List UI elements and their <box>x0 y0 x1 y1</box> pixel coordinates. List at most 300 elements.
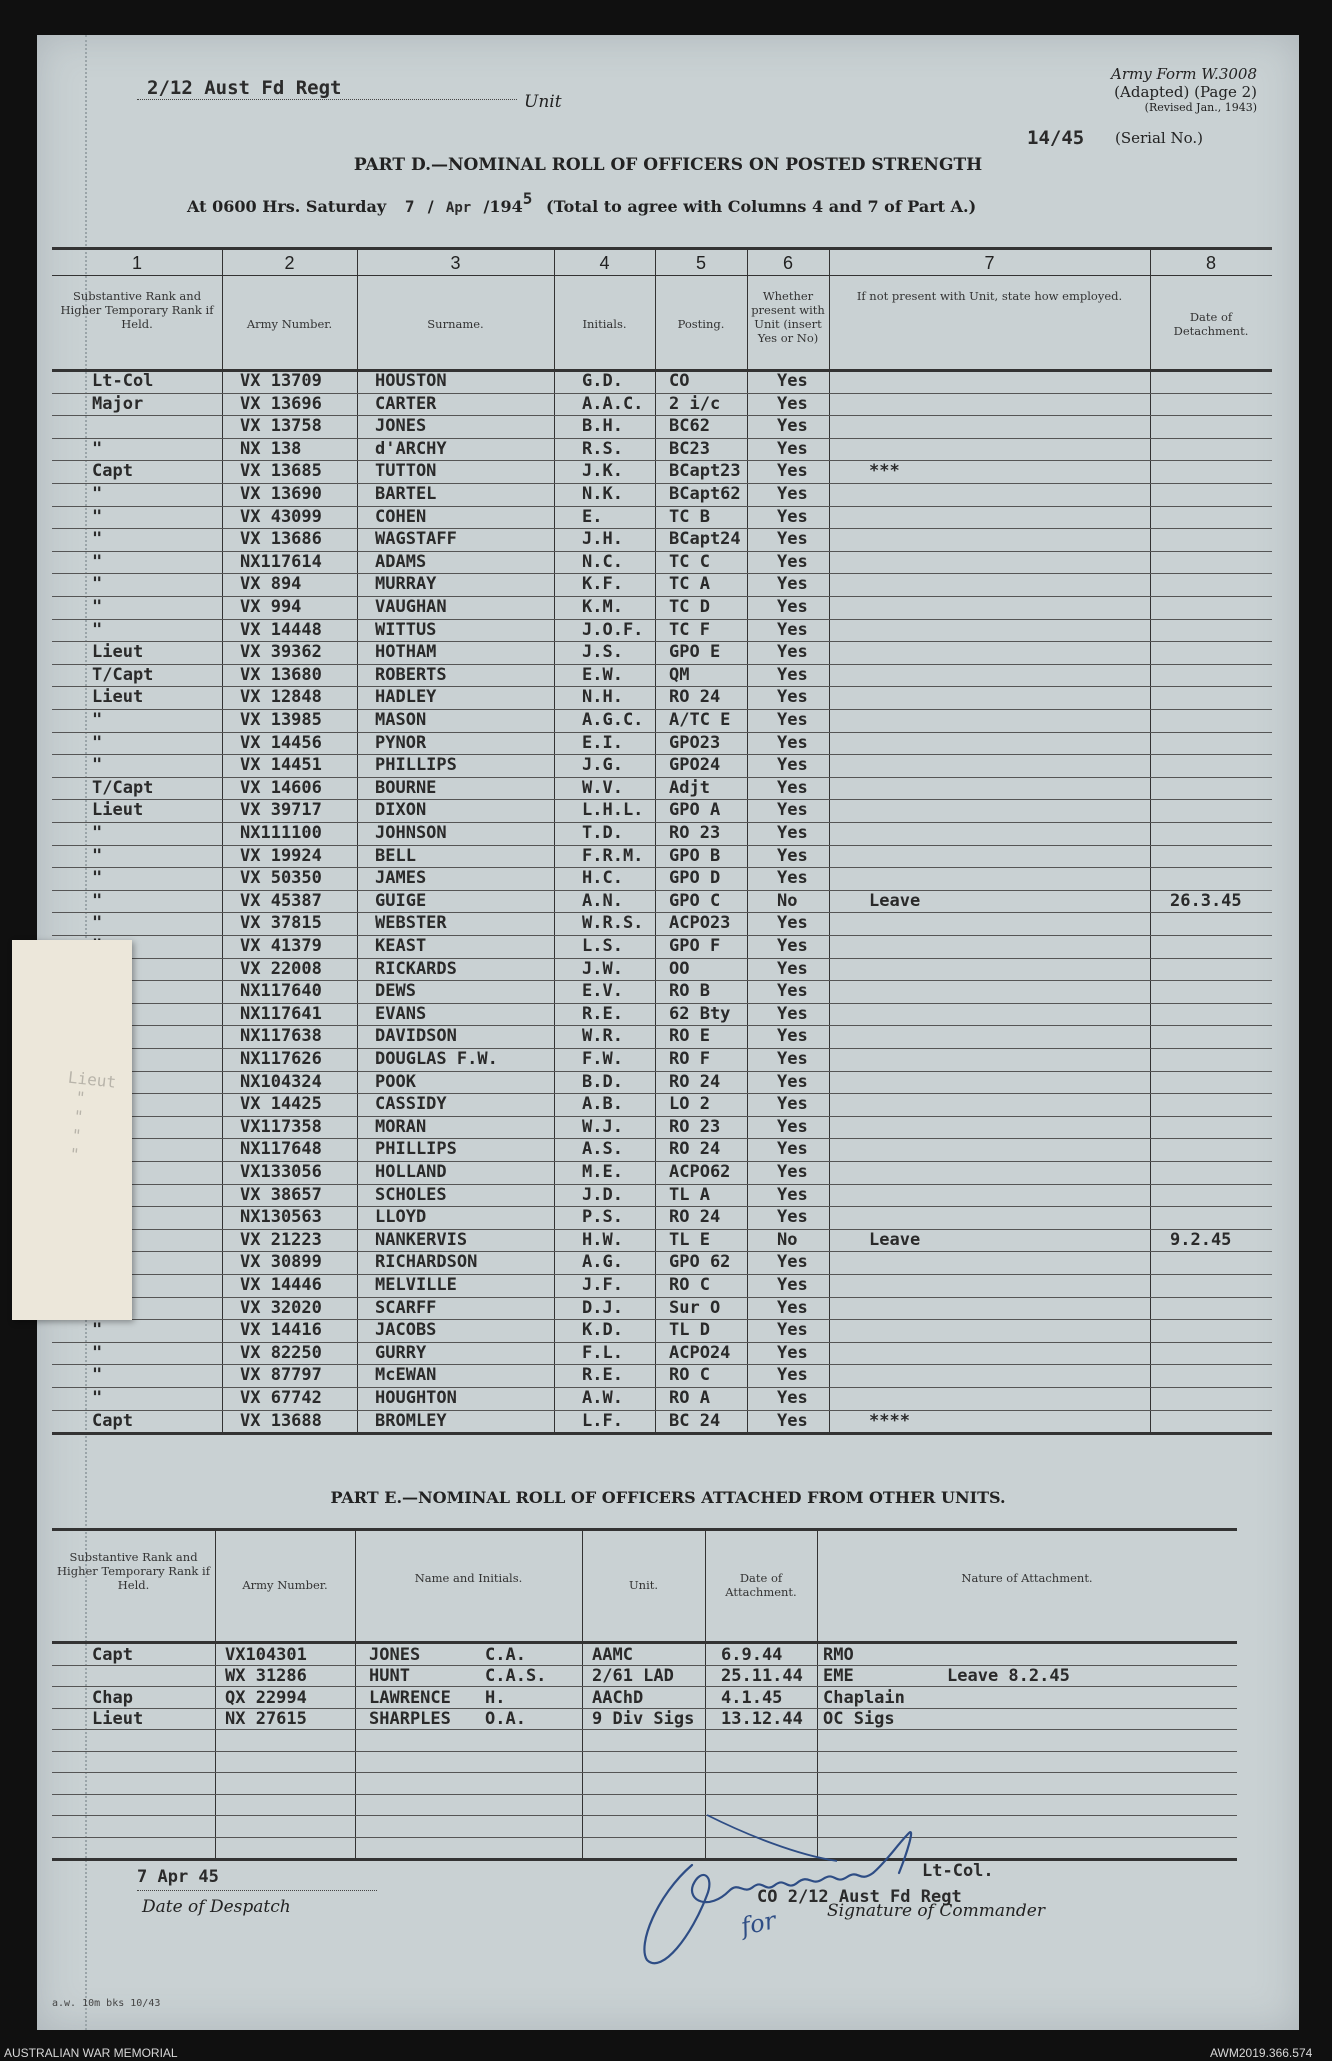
surname-cell: KEAST <box>375 936 427 956</box>
e-date-cell: 6.9.44 <box>721 1645 783 1665</box>
army-number-cell: VX 82250 <box>240 1343 322 1363</box>
posting-cell: TL A <box>669 1185 710 1205</box>
e-army-number-cell: WX 31286 <box>225 1666 307 1686</box>
row-rule <box>52 460 1272 461</box>
present-cell: Yes <box>777 823 808 843</box>
surname-cell: CARTER <box>375 394 437 414</box>
signature-for: for <box>738 1906 779 1941</box>
present-cell: Yes <box>777 371 808 391</box>
present-cell: Yes <box>777 687 808 707</box>
posting-cell: CO <box>669 371 690 391</box>
army-number-cell: NX130563 <box>240 1207 322 1227</box>
year-suffix: 5 <box>522 189 533 208</box>
rank-cell: " <box>92 891 103 911</box>
army-number-cell: VX 21223 <box>240 1230 322 1250</box>
attached-paper-slip <box>12 940 132 1320</box>
initials-cell: A.A.C. <box>582 394 644 414</box>
rank-cell: " <box>92 1343 103 1363</box>
posting-cell: BCapt24 <box>669 529 741 549</box>
surname-cell: DAVIDSON <box>375 1026 457 1046</box>
header-detachment: Date of Detachment. <box>1173 310 1249 338</box>
rank-cell: T/Capt <box>92 665 154 685</box>
e-header-date: Date of Attachment. <box>725 1570 797 1599</box>
part-d-column-rule <box>554 247 555 1432</box>
rank-cell: Major <box>92 394 144 414</box>
initials-cell: H.W. <box>582 1230 623 1250</box>
initials-cell: A.S. <box>582 1139 623 1159</box>
army-number-cell: VX 13690 <box>240 484 322 504</box>
present-cell: No <box>777 1230 798 1250</box>
surname-cell: POOK <box>375 1072 416 1092</box>
row-rule <box>52 980 1272 981</box>
initials-cell: F.W. <box>582 1049 623 1069</box>
part-d-bottom-rule <box>52 1432 1272 1435</box>
rank-cell: " <box>92 597 103 617</box>
part-e-header-rule <box>52 1641 1237 1644</box>
initials-cell: J.O.F. <box>582 620 644 640</box>
rank-cell: " <box>92 1365 103 1385</box>
part-e-title: PART E.—NOMINAL ROLL OF OFFICERS ATTACHED FROM OTHER UNITS. <box>330 1488 1006 1507</box>
row-rule <box>52 415 1272 416</box>
initials-cell: N.H. <box>582 687 623 707</box>
initials-cell: D.J. <box>582 1298 623 1318</box>
initials-cell: A.B. <box>582 1094 623 1114</box>
header-present: Whether present with Unit (insert Yes or No) <box>751 289 825 345</box>
employed-cell: *** <box>869 461 900 481</box>
posting-cell: RO C <box>669 1365 710 1385</box>
present-cell: No <box>777 891 798 911</box>
row-rule <box>52 777 1272 778</box>
row-rule <box>52 709 1272 710</box>
rank-cell: " <box>92 1388 103 1408</box>
present-cell: Yes <box>777 665 808 685</box>
posting-cell: GPO C <box>669 891 721 911</box>
posting-cell: RO F <box>669 1049 710 1069</box>
row-rule <box>52 1342 1272 1343</box>
present-cell: Yes <box>777 1072 808 1092</box>
e-name-cell: JONES <box>369 1645 421 1665</box>
posting-cell: ACPO23 <box>669 913 731 933</box>
row-rule <box>52 1093 1272 1094</box>
surname-cell: BOURNE <box>375 778 437 798</box>
part-d-column-rule <box>655 247 656 1432</box>
army-number-cell: VX 37815 <box>240 913 322 933</box>
posting-cell: RO C <box>669 1275 710 1295</box>
present-cell: Yes <box>777 846 808 866</box>
e-header-nature: Nature of Attachment. <box>961 1570 1093 1585</box>
posting-cell: GPO B <box>669 846 721 866</box>
header-army_number: Army Number. <box>246 317 333 331</box>
surname-cell: HOUSTON <box>375 371 447 391</box>
army-number-cell: VX 13696 <box>240 394 322 414</box>
army-number-cell: VX 41379 <box>240 936 322 956</box>
surname-cell: GUIGE <box>375 891 427 911</box>
handwritten-signature <box>597 1775 977 1975</box>
row-rule <box>52 528 1272 529</box>
rank-cell: " <box>92 846 103 866</box>
army-number-cell: VX 13985 <box>240 710 322 730</box>
e-name-cell: HUNT <box>369 1666 410 1686</box>
e-unit-cell: 9 Div Sigs <box>592 1709 695 1729</box>
present-cell: Yes <box>777 394 808 414</box>
initials-cell: K.F. <box>582 574 623 594</box>
posting-cell: RO E <box>669 1026 710 1046</box>
present-cell: Yes <box>777 1343 808 1363</box>
row-rule <box>52 732 1272 733</box>
posting-cell: 62 Bty <box>669 1004 731 1024</box>
row-rule <box>52 845 1272 846</box>
posting-cell: RO 24 <box>669 1072 721 1092</box>
surname-cell: COHEN <box>375 507 427 527</box>
present-cell: Yes <box>777 1298 808 1318</box>
e-nature-cell: RMO <box>823 1645 854 1665</box>
e-rank-cell: Lieut <box>92 1709 144 1729</box>
posting-cell: RO 23 <box>669 823 721 843</box>
initials-cell: E.I. <box>582 733 623 753</box>
present-cell: Yes <box>777 1365 808 1385</box>
at-prefix: At 0600 Hrs. Saturday <box>187 197 387 216</box>
present-cell: Yes <box>777 1275 808 1295</box>
row-rule <box>52 1003 1272 1004</box>
present-cell: Yes <box>777 529 808 549</box>
initials-cell: R.E. <box>582 1004 623 1024</box>
initials-cell: N.C. <box>582 552 623 572</box>
commander-rank: Lt-Col. <box>922 1861 994 1881</box>
e-extra-cell: Leave 8.2.45 <box>947 1666 1070 1686</box>
surname-cell: BARTEL <box>375 484 437 504</box>
rank-cell: " <box>92 574 103 594</box>
initials-cell: W.R. <box>582 1026 623 1046</box>
army-number-cell: VX 894 <box>240 574 302 594</box>
form-sheet <box>37 35 1299 2030</box>
rank-cell: " <box>92 1320 103 1340</box>
part-e-column-rule <box>215 1528 216 1858</box>
part-e-column-rule <box>355 1528 356 1858</box>
column-number: 3 <box>450 253 461 273</box>
header-surname: Surname. <box>427 317 484 331</box>
despatch-value: 7 Apr 45 <box>137 1867 219 1887</box>
surname-cell: PYNOR <box>375 733 427 753</box>
initials-cell: J.S. <box>582 642 623 662</box>
posting-cell: A/TC E <box>669 710 731 730</box>
rank-cell: Lt-Col <box>92 371 154 391</box>
e-initials-cell: C.A.S. <box>485 1666 547 1686</box>
army-number-cell: VX 43099 <box>240 507 322 527</box>
commander-unit: CO 2/12 Aust Fd Regt <box>757 1887 962 1907</box>
part-d-column-rule <box>222 247 223 1432</box>
army-number-cell: NX117641 <box>240 1004 322 1024</box>
initials-cell: W.R.S. <box>582 913 644 933</box>
rank-cell: Lieut <box>92 642 144 662</box>
employed-cell: Leave <box>869 891 921 911</box>
army-number-cell: NX117640 <box>240 981 322 1001</box>
surname-cell: HADLEY <box>375 687 437 707</box>
surname-cell: BROMLEY <box>375 1411 447 1431</box>
surname-cell: TUTTON <box>375 461 437 481</box>
e-initials-cell: C.A. <box>485 1645 526 1665</box>
initials-cell: G.D. <box>582 371 623 391</box>
present-cell: Yes <box>777 778 808 798</box>
row-rule <box>52 1274 1272 1275</box>
rank-cell: " <box>92 552 103 572</box>
row-rule <box>52 935 1272 936</box>
posting-cell: GPO F <box>669 936 721 956</box>
army-number-cell: VX 13685 <box>240 461 322 481</box>
surname-cell: d'ARCHY <box>375 439 447 459</box>
surname-cell: CASSIDY <box>375 1094 447 1114</box>
present-cell: Yes <box>777 1026 808 1046</box>
column-number: 2 <box>284 253 295 273</box>
e-row-rule <box>52 1751 1237 1752</box>
surname-cell: WEBSTER <box>375 913 447 933</box>
part-d-column-rule <box>747 247 748 1432</box>
part-e-top-rule <box>52 1528 1237 1531</box>
slip-bleed-text: Lieut " " " " <box>59 1067 118 1165</box>
army-number-cell: VX 19924 <box>240 846 322 866</box>
commander-label: Signature of Commander <box>827 1901 1045 1921</box>
posting-cell: TC D <box>669 597 710 617</box>
surname-cell: WAGSTAFF <box>375 529 457 549</box>
posting-cell: TC F <box>669 620 710 640</box>
present-cell: Yes <box>777 642 808 662</box>
detachment-date-cell: 9.2.45 <box>1170 1230 1232 1250</box>
army-number-cell: VX 14456 <box>240 733 322 753</box>
row-rule <box>52 664 1272 665</box>
unit-underline <box>137 99 517 100</box>
present-cell: Yes <box>777 800 808 820</box>
present-cell: Yes <box>777 1162 808 1182</box>
part-d-column-rule <box>1150 247 1151 1432</box>
present-cell: Yes <box>777 868 808 888</box>
initials-cell: J.H. <box>582 529 623 549</box>
row-rule <box>52 506 1272 507</box>
e-unit-cell: AAMC <box>592 1645 633 1665</box>
posting-cell: BC62 <box>669 416 710 436</box>
rank-cell: " <box>92 913 103 933</box>
surname-cell: RICKARDS <box>375 959 457 979</box>
present-cell: Yes <box>777 1094 808 1114</box>
posting-cell: Adjt <box>669 778 710 798</box>
e-header-rank: Substantive Rank and Higher Temporary Rank if Held. <box>57 1549 210 1592</box>
row-rule <box>52 754 1272 755</box>
archive-id: AWM2019.366.574 <box>1210 2046 1313 2060</box>
army-number-cell: NX111100 <box>240 823 322 843</box>
column-number: 5 <box>695 253 706 273</box>
e-nature-cell: Chaplain <box>823 1688 905 1708</box>
e-row-rule <box>52 1772 1237 1773</box>
posting-cell: QM <box>669 665 690 685</box>
army-number-cell: NX117626 <box>240 1049 322 1069</box>
army-number-cell: VX 13686 <box>240 529 322 549</box>
posting-cell: 2 i/c <box>669 394 721 414</box>
row-rule <box>52 822 1272 823</box>
part-d-column-rule <box>829 247 830 1432</box>
posting-cell: GPO 62 <box>669 1252 731 1272</box>
initials-cell: A.N. <box>582 891 623 911</box>
e-date-cell: 13.12.44 <box>721 1709 803 1729</box>
column-number: 6 <box>782 253 793 273</box>
posting-cell: RO A <box>669 1388 710 1408</box>
initials-cell: A.W. <box>582 1388 623 1408</box>
present-cell: Yes <box>777 710 808 730</box>
posting-cell: TC A <box>669 574 710 594</box>
surname-cell: JAMES <box>375 868 427 888</box>
surname-cell: SCARFF <box>375 1298 437 1318</box>
army-number-cell: VX 13758 <box>240 416 322 436</box>
rank-cell: " <box>92 484 103 504</box>
army-number-cell: VX 14425 <box>240 1094 322 1114</box>
e-rank-cell: Capt <box>92 1645 133 1665</box>
date-day: 7 <box>404 197 415 216</box>
present-cell: Yes <box>777 620 808 640</box>
present-cell: Yes <box>777 552 808 572</box>
serial-value: 14/45 <box>1027 127 1085 149</box>
rank-cell: Lieut <box>92 800 144 820</box>
row-rule <box>52 393 1272 394</box>
initials-cell: E. <box>582 507 603 527</box>
army-number-cell: VX 14451 <box>240 755 322 775</box>
army-number-cell: VX 14446 <box>240 1275 322 1295</box>
initials-cell: J.F. <box>582 1275 623 1295</box>
row-rule <box>52 1206 1272 1207</box>
initials-cell: B.H. <box>582 416 623 436</box>
present-cell: Yes <box>777 1004 808 1024</box>
employed-cell: **** <box>869 1411 910 1431</box>
posting-cell: Sur O <box>669 1298 721 1318</box>
present-cell: Yes <box>777 597 808 617</box>
row-rule <box>52 1025 1272 1026</box>
row-rule <box>52 573 1272 574</box>
row-rule <box>52 596 1272 597</box>
row-rule <box>52 1138 1272 1139</box>
initials-cell: A.G.C. <box>582 710 644 730</box>
surname-cell: DIXON <box>375 800 427 820</box>
row-rule <box>52 1161 1272 1162</box>
initials-cell: J.D. <box>582 1185 623 1205</box>
e-initials-cell: H. <box>485 1688 506 1708</box>
surname-cell: MELVILLE <box>375 1275 457 1295</box>
initials-cell: J.K. <box>582 461 623 481</box>
initials-cell: L.S. <box>582 936 623 956</box>
initials-cell: A.G. <box>582 1252 623 1272</box>
army-number-cell: NX 138 <box>240 439 302 459</box>
e-nature-cell: OC Sigs <box>823 1709 895 1729</box>
present-cell: Yes <box>777 1411 808 1431</box>
row-rule <box>52 551 1272 552</box>
header-employed: If not present with Unit, state how employed. <box>856 289 1123 303</box>
present-cell: Yes <box>777 507 808 527</box>
surname-cell: WITTUS <box>375 620 437 640</box>
e-nature-cell: EME <box>823 1666 854 1686</box>
initials-cell: E.V. <box>582 981 623 1001</box>
e-row-rule <box>52 1686 1237 1687</box>
posting-cell: RO 24 <box>669 1207 721 1227</box>
posting-cell: RO B <box>669 981 710 1001</box>
part-e-column-rule <box>582 1528 583 1858</box>
initials-cell: J.G. <box>582 755 623 775</box>
row-rule <box>52 1116 1272 1117</box>
e-army-number-cell: VX104301 <box>225 1645 307 1665</box>
present-cell: Yes <box>777 1117 808 1137</box>
row-rule <box>52 438 1272 439</box>
posting-cell: RO 23 <box>669 1117 721 1137</box>
e-date-cell: 4.1.45 <box>721 1688 783 1708</box>
column-number: 4 <box>599 253 610 273</box>
rank-cell: " <box>92 507 103 527</box>
surname-cell: JONES <box>375 416 427 436</box>
present-cell: Yes <box>777 733 808 753</box>
rank-cell: " <box>92 823 103 843</box>
army-number-cell: NX117614 <box>240 552 322 572</box>
detachment-date-cell: 26.3.45 <box>1170 891 1242 911</box>
initials-cell: W.V. <box>582 778 623 798</box>
column-number: 1 <box>131 253 142 273</box>
surname-cell: JOHNSON <box>375 823 447 843</box>
serial-label: (Serial No.) <box>1115 129 1203 147</box>
rank-cell: " <box>92 620 103 640</box>
header-posting: Posting. <box>677 317 725 331</box>
row-rule <box>52 1364 1272 1365</box>
rank-cell: " <box>92 733 103 753</box>
present-cell: Yes <box>777 1388 808 1408</box>
present-cell: Yes <box>777 461 808 481</box>
posting-cell: TC C <box>669 552 710 572</box>
present-cell: Yes <box>777 484 808 504</box>
present-cell: Yes <box>777 1049 808 1069</box>
posting-cell: GPO D <box>669 868 721 888</box>
posting-cell: RO 24 <box>669 687 721 707</box>
initials-cell: T.D. <box>582 823 623 843</box>
posting-cell: RO 24 <box>669 1139 721 1159</box>
despatch-underline <box>137 1890 377 1891</box>
surname-cell: LLOYD <box>375 1207 427 1227</box>
surname-cell: NANKERVIS <box>375 1230 468 1250</box>
army-number-cell: VX 45387 <box>240 891 322 911</box>
unit-label: Unit <box>524 92 562 112</box>
rank-cell: " <box>92 529 103 549</box>
army-number-cell: VX 13709 <box>240 371 322 391</box>
posting-cell: GPO24 <box>669 755 721 775</box>
row-rule <box>52 686 1272 687</box>
army-number-cell: VX 13688 <box>240 1411 322 1431</box>
surname-cell: McEWAN <box>375 1365 437 1385</box>
surname-cell: DOUGLAS F.W. <box>375 1049 498 1069</box>
present-cell: Yes <box>777 1185 808 1205</box>
e-unit-cell: AAChD <box>592 1688 644 1708</box>
part-d-header-rule <box>52 369 1272 372</box>
row-rule <box>52 1319 1272 1320</box>
column-number: 8 <box>1205 253 1216 273</box>
present-cell: Yes <box>777 1139 808 1159</box>
posting-cell: ACPO24 <box>669 1343 731 1363</box>
e-unit-cell: 2/61 LAD <box>592 1666 674 1686</box>
surname-cell: GURRY <box>375 1343 427 1363</box>
army-number-cell: NX104324 <box>240 1072 322 1092</box>
header-initials: Initials. <box>582 317 627 331</box>
e-header-name: Name and Initials. <box>414 1570 523 1585</box>
posting-cell: ACPO62 <box>669 1162 731 1182</box>
e-army-number-cell: NX 27615 <box>225 1709 307 1729</box>
form-name: Army Form W.3008 <box>1111 65 1257 83</box>
surname-cell: VAUGHAN <box>375 597 447 617</box>
initials-cell: H.C. <box>582 868 623 888</box>
posting-cell: GPO23 <box>669 733 721 753</box>
part-d-title: PART D.—NOMINAL ROLL OF OFFICERS ON POSTED STRENGTH <box>353 155 983 175</box>
part-d-top-rule <box>52 247 1272 250</box>
army-number-cell: VX117358 <box>240 1117 322 1137</box>
army-number-cell: VX 14606 <box>240 778 322 798</box>
form-adapted: (Adapted) (Page 2) <box>1114 83 1257 101</box>
